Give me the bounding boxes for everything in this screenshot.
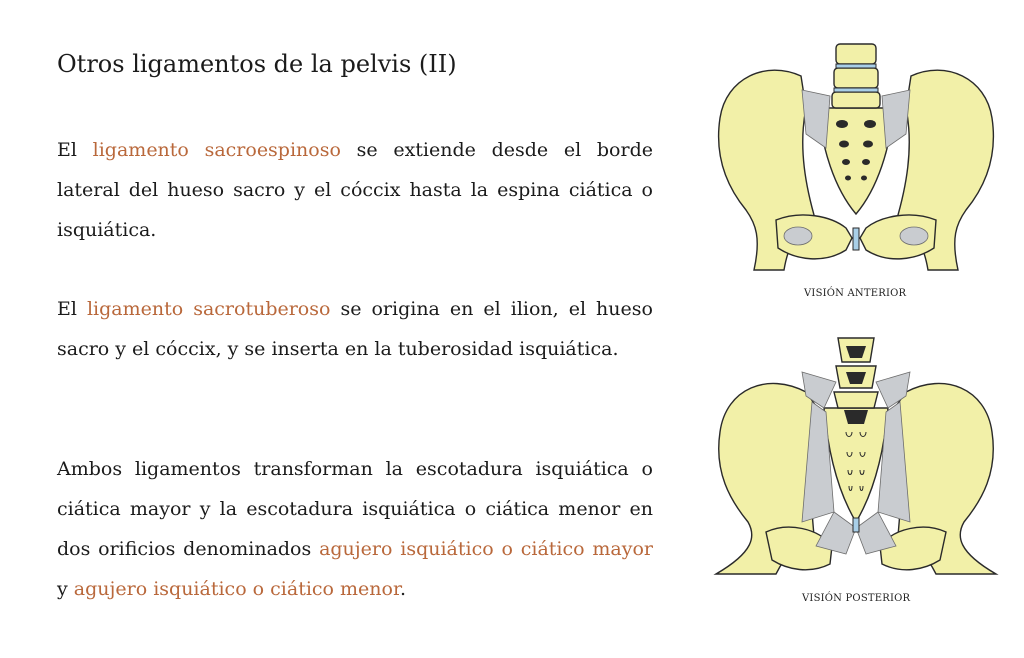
paragraph-text: Ambos ligamentos transforman la escotadura isquiática o ciática mayor y la escotadura isquiática o ciática menor en dos orificios denominados [57,458,653,560]
caption-posterior: VISIÓN POSTERIOR [802,593,911,604]
paragraph-text: y [57,578,74,600]
page-title: Otros ligamentos de la pelvis (II) [57,50,457,78]
paragraph-text: se origina en el ilion, el hueso sacro y el cóccix, y se inserta en la tuberosidad isquiática. [57,298,653,360]
highlighted-term: ligamento sacrotuberoso [86,298,331,320]
pelvis-anterior-illustration [706,38,1006,278]
paragraph-text: se extiende desde el borde lateral del hueso sacro y el cóccix hasta la espina ciática o isquiática. [57,139,653,241]
highlighted-term: agujero isquiático o ciático mayor [319,538,653,560]
paragraph-sacrotuberoso [57,289,653,369]
paragraph-text: El [57,298,87,320]
paragraph-text: . [399,578,407,600]
paragraph-sacroespinoso [57,130,653,250]
paragraph-agujeros [57,449,653,609]
highlighted-term: agujero isquiático o ciático menor [73,578,400,600]
caption-anterior: VISIÓN ANTERIOR [804,288,907,299]
highlighted-term: ligamento sacroespinoso [92,139,341,161]
pelvis-posterior-illustration [706,332,1006,580]
paragraph-text: El [57,139,93,161]
